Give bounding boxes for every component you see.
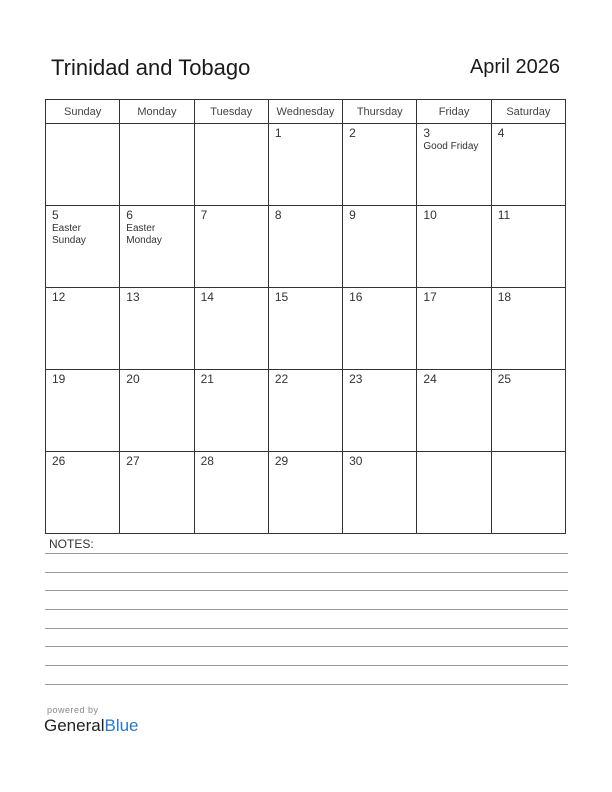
day-cell <box>268 206 342 288</box>
day-cell <box>417 206 491 288</box>
weekday-thursday: Thursday <box>343 100 417 124</box>
day-number: 27 <box>126 454 140 468</box>
day-cell <box>194 288 268 370</box>
day-number: 3 <box>423 126 431 140</box>
holiday-label: Good Friday <box>423 141 479 152</box>
week-row <box>46 124 566 206</box>
day-number: 1 <box>274 126 282 140</box>
day-number: 22 <box>274 372 289 386</box>
note-line <box>45 590 568 591</box>
day-number: 12 <box>52 290 66 304</box>
day-cell <box>46 124 120 206</box>
day-number: 11 <box>497 208 511 222</box>
weekday-tuesday: Tuesday <box>194 100 268 124</box>
day-number: 24 <box>423 372 437 386</box>
day-number: 2 <box>349 126 356 140</box>
week-row <box>46 206 566 288</box>
day-cell <box>343 206 417 288</box>
note-line <box>45 572 568 573</box>
day-number: 21 <box>200 372 214 386</box>
day-number: 4 <box>497 126 505 140</box>
day-number: 18 <box>497 290 512 304</box>
day-cell <box>417 370 491 452</box>
day-cell <box>194 452 268 534</box>
calendar-country-title: Trinidad and Tobago <box>51 55 251 80</box>
day-cell <box>46 206 120 288</box>
generalblue-logo <box>44 716 139 736</box>
day-cell <box>268 452 342 534</box>
day-cell <box>491 124 565 206</box>
calendar-month-title: April 2026 <box>469 56 560 78</box>
day-number: 9 <box>349 208 356 222</box>
day-number: 17 <box>423 290 437 304</box>
day-number: 29 <box>274 454 289 468</box>
brand-general: General <box>44 716 105 735</box>
day-number: 14 <box>200 290 214 304</box>
note-line <box>45 553 568 554</box>
brand-blue: Blue <box>104 716 139 735</box>
note-line <box>45 665 568 666</box>
note-line <box>45 628 568 629</box>
note-line <box>45 684 568 685</box>
calendar-grid <box>45 99 566 534</box>
note-line <box>45 646 568 647</box>
week-row <box>46 288 566 370</box>
day-number: 20 <box>126 372 140 386</box>
day-cell <box>120 370 194 452</box>
day-number: 6 <box>126 208 133 222</box>
day-number: 15 <box>274 290 289 304</box>
note-line <box>45 609 568 610</box>
day-cell <box>194 206 268 288</box>
day-number: 16 <box>349 290 363 304</box>
day-number: 23 <box>349 372 363 386</box>
day-number: 30 <box>349 454 363 468</box>
day-number: 25 <box>497 372 512 386</box>
day-number: 26 <box>52 454 66 468</box>
day-cell <box>343 124 417 206</box>
day-cell <box>120 206 194 288</box>
day-cell <box>417 124 491 206</box>
day-number: 28 <box>200 454 214 468</box>
day-number: 10 <box>423 208 437 222</box>
weekday-monday: Monday <box>120 100 194 124</box>
day-cell <box>120 288 194 370</box>
day-cell <box>343 370 417 452</box>
day-cell <box>417 288 491 370</box>
powered-by-text: powered by <box>47 705 99 715</box>
day-cell <box>491 452 565 534</box>
day-cell <box>491 206 565 288</box>
day-number: 13 <box>126 290 140 304</box>
day-cell <box>268 370 342 452</box>
day-number: 5 <box>52 208 59 222</box>
day-cell <box>120 124 194 206</box>
day-cell <box>343 288 417 370</box>
day-cell <box>343 452 417 534</box>
day-cell <box>491 370 565 452</box>
day-number: 7 <box>200 208 208 222</box>
day-cell <box>46 370 120 452</box>
day-cell <box>268 124 342 206</box>
holiday-label: Easter Monday <box>126 223 162 246</box>
day-cell <box>268 288 342 370</box>
week-row <box>46 370 566 452</box>
weekday-header-row <box>46 100 566 124</box>
day-number: 19 <box>52 372 66 386</box>
day-cell <box>194 124 268 206</box>
day-cell <box>120 452 194 534</box>
weekday-friday: Friday <box>417 100 491 124</box>
holiday-label: Easter Sunday <box>52 223 86 246</box>
weekday-saturday: Saturday <box>491 100 565 124</box>
notes-label: NOTES: <box>49 537 94 551</box>
week-row <box>46 452 566 534</box>
day-cell <box>46 288 120 370</box>
day-cell <box>417 452 491 534</box>
day-number: 8 <box>274 208 282 222</box>
weekday-sunday: Sunday <box>46 100 120 124</box>
day-cell <box>46 452 120 534</box>
day-cell <box>194 370 268 452</box>
day-cell <box>491 288 565 370</box>
weekday-wednesday: Wednesday <box>268 100 342 124</box>
